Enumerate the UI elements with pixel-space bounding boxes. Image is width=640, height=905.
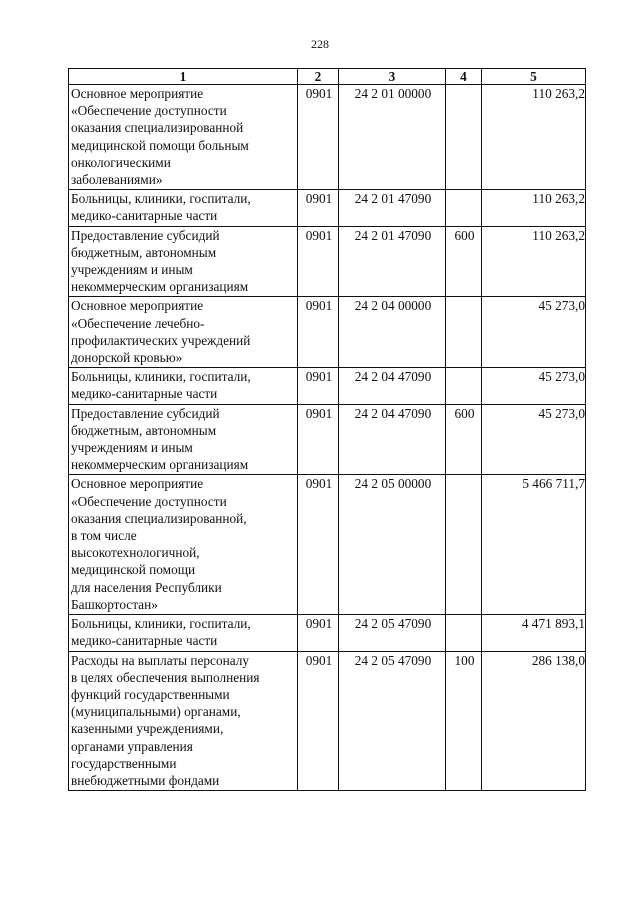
row-section-code: 0901 [298, 651, 339, 791]
table-row [69, 615, 586, 651]
budget-table [68, 68, 586, 791]
row-amount: 4 471 893,1 [482, 615, 586, 651]
row-description: Предоставление субсидий бюджетным, автономным учреждениям и иным некоммерческим организациям [69, 226, 298, 297]
row-target-code: 24 2 01 47090 [339, 190, 446, 226]
column-header-3: 3 [339, 69, 446, 85]
table-row [69, 85, 586, 190]
row-description: Больницы, клиники, госпитали, медико-санитарные части [69, 190, 298, 226]
page-number: 228 [311, 37, 329, 51]
table-row [69, 651, 586, 791]
row-amount: 45 273,0 [482, 404, 586, 475]
row-amount: 45 273,0 [482, 297, 586, 368]
table-row [69, 297, 586, 368]
row-target-code: 24 2 05 00000 [339, 475, 446, 615]
row-target-code: 24 2 01 00000 [339, 85, 446, 190]
row-expense-type: 100 [446, 651, 482, 791]
column-header-1: 1 [69, 69, 298, 85]
row-description: Больницы, клиники, госпитали, медико-санитарные части [69, 368, 298, 404]
row-section-code: 0901 [298, 85, 339, 190]
row-amount: 5 466 711,7 [482, 475, 586, 615]
row-description: Основное мероприятие «Обеспечение лечебно- профилактических учреждений донорской кровью» [69, 297, 298, 368]
row-section-code: 0901 [298, 297, 339, 368]
row-target-code: 24 2 01 47090 [339, 226, 446, 297]
table-header-row [69, 69, 586, 85]
row-target-code: 24 2 04 47090 [339, 404, 446, 475]
row-amount: 110 263,2 [482, 85, 586, 190]
column-header-5: 5 [482, 69, 586, 85]
row-description: Предоставление субсидий бюджетным, автономным учреждениям и иным некоммерческим организациям [69, 404, 298, 475]
column-header-4: 4 [446, 69, 482, 85]
table-row [69, 226, 586, 297]
table-row [69, 368, 586, 404]
row-section-code: 0901 [298, 190, 339, 226]
row-expense-type [446, 368, 482, 404]
row-amount: 110 263,2 [482, 226, 586, 297]
row-section-code: 0901 [298, 226, 339, 297]
row-section-code: 0901 [298, 368, 339, 404]
row-expense-type [446, 475, 482, 615]
row-section-code: 0901 [298, 475, 339, 615]
row-expense-type [446, 85, 482, 190]
row-target-code: 24 2 04 47090 [339, 368, 446, 404]
row-expense-type: 600 [446, 226, 482, 297]
row-amount: 45 273,0 [482, 368, 586, 404]
row-expense-type [446, 297, 482, 368]
table-row [69, 404, 586, 475]
column-header-2: 2 [298, 69, 339, 85]
table-row [69, 190, 586, 226]
row-section-code: 0901 [298, 615, 339, 651]
row-target-code: 24 2 04 00000 [339, 297, 446, 368]
row-expense-type: 600 [446, 404, 482, 475]
row-target-code: 24 2 05 47090 [339, 615, 446, 651]
row-expense-type [446, 615, 482, 651]
row-amount: 286 138,0 [482, 651, 586, 791]
row-description: Основное мероприятие «Обеспечение доступности оказания специализированной медицинской помощи больным онкологическими заболеваниями» [69, 85, 298, 190]
table-body [69, 85, 586, 791]
row-target-code: 24 2 05 47090 [339, 651, 446, 791]
row-description: Расходы на выплаты персоналу в целях обеспечения выполнения функций государственными (муниципальными) органами, казенными учреждениями, органами управления государственными внебюджетными фондами [69, 651, 298, 791]
row-section-code: 0901 [298, 404, 339, 475]
table-row [69, 475, 586, 615]
row-amount: 110 263,2 [482, 190, 586, 226]
row-description: Больницы, клиники, госпитали, медико-санитарные части [69, 615, 298, 651]
row-description: Основное мероприятие «Обеспечение доступности оказания специализированной, в том числе высокотехнологичной, медицинской помощи для населения Республики Башкортостан» [69, 475, 298, 615]
row-expense-type [446, 190, 482, 226]
